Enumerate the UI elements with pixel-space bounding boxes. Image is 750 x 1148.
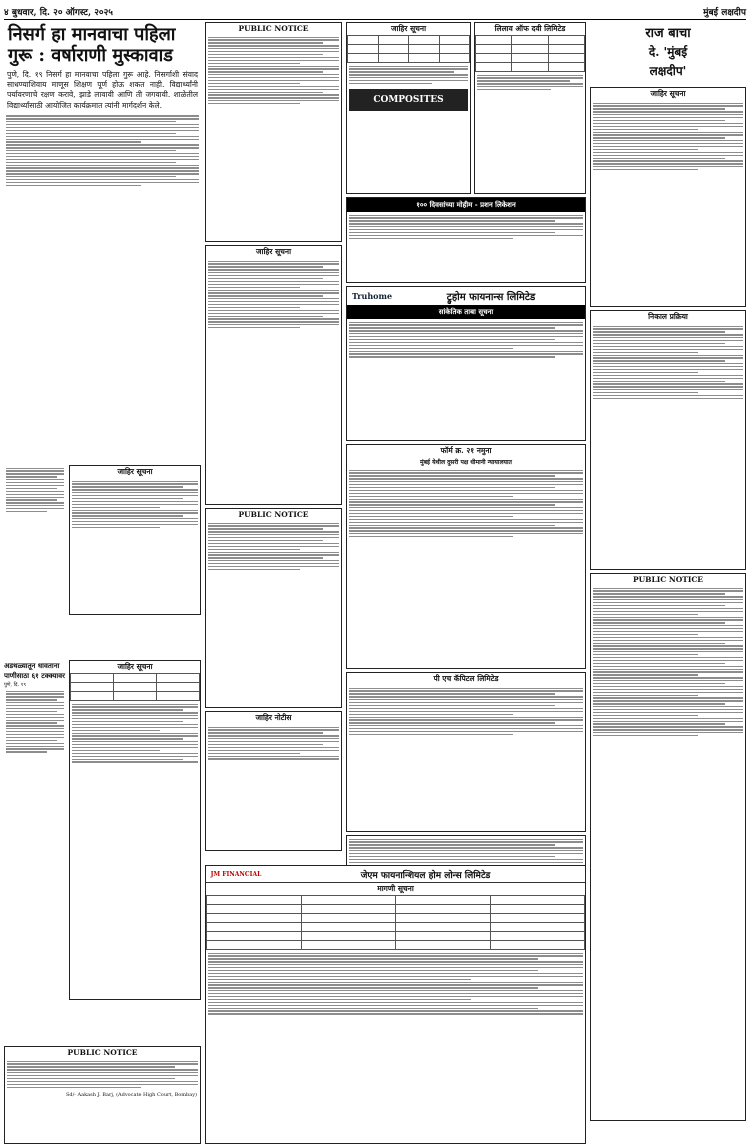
composites-logo: COMPOSITES <box>349 89 468 111</box>
column-1-lower <box>4 660 201 1040</box>
notice-title: PUBLIC NOTICE <box>67 1048 138 1057</box>
masthead-line1: राज बाचा <box>645 26 691 41</box>
bottom-public-notice <box>4 1046 201 1144</box>
notice-title: PUBLIC NOTICE <box>238 510 309 519</box>
notice-title: जाहिर सूचना <box>255 247 292 256</box>
sanketik-header: सांकेतिक ताबा सूचना <box>347 305 585 319</box>
signature: Sd/- Aakash J. Barj, (Advocate High Court, Bombay) <box>65 1091 197 1098</box>
article2-headline: अडथळ्यातून धावताना पाणीसाठा ६१ टक्क्यावर <box>4 661 65 680</box>
notice-title: ट्रुहोम फायनान्स लिमिटेड <box>446 292 536 303</box>
notice-subtitle: मागणी सूचना <box>377 884 414 893</box>
notice-subtitle: मुंबई येथील दुसरी पक्ष धीमानी न्यायालयात <box>420 459 512 466</box>
notice-title: जाहिर सूचना <box>650 89 686 98</box>
notice-title: PUBLIC NOTICE <box>238 24 309 33</box>
notice-title: जाहिर सूचना <box>117 467 153 476</box>
column-1 <box>4 22 201 662</box>
masthead-line3: लक्षदीप' <box>649 64 687 78</box>
article-headline: निसर्ग हा मानवाचा पहिला गुरू : वर्षाराणी मुस्कावाड <box>8 24 176 66</box>
jm-financial-notice <box>205 865 586 1144</box>
column-4 <box>590 22 746 1142</box>
notice-title: जाहिर नोटीस <box>255 713 292 722</box>
notice-title: PUBLIC NOTICE <box>632 575 704 584</box>
page-info: ४ बुधवार, दि. २० ऑगस्ट, २०२५ <box>4 7 113 18</box>
notice-title: फॉर्म क्र. २१ नमुना <box>440 446 492 455</box>
masthead-line2: दे. 'मुंबई <box>648 45 688 59</box>
jm-logo: JM FINANCIAL <box>210 870 262 878</box>
notice-title: निकाल प्रक्रिया <box>648 312 688 321</box>
page-header <box>4 3 746 20</box>
notice-title: जेएम फायनान्शियल होम लोन्स लिमिटेड <box>360 870 491 881</box>
notice-title: जाहिर सूचना <box>390 24 427 33</box>
column-2 <box>205 22 342 862</box>
article2-dateline: पुणे, दि. १९ <box>4 682 26 688</box>
bank-header: १०० दिवसांच्या मोहीम - प्रशन लिकेशन <box>347 198 585 212</box>
notice-title: लिलाव ऑफ दवी लिमिटेड <box>494 24 566 33</box>
notice-title: पी एच कॅपिटल लिमिटेड <box>433 674 499 683</box>
notice-title: जाहिर सूचना <box>117 662 153 671</box>
truhome-logo: Truhome <box>351 291 393 301</box>
article-body: पुणे, दि. १९ निसर्ग हा मानवाचा पहिला गुरू आहे. निसर्गाशी संवाद साधण्याशिवाय माणूस शिक्षण पूर्ण होऊ शकत नाही. विद्यार्थ्यांनी पर्यावरणाचे रक्षण करावे, झाडे लावावी आणि ती जगवावी. शाळेतील विद्यार्थ्यांसाठी आयोजित कार्यक्रमात त्यांनी मार्गदर्शन केले. <box>7 70 198 110</box>
section-name: मुंबई लक्षदीप <box>703 7 746 18</box>
